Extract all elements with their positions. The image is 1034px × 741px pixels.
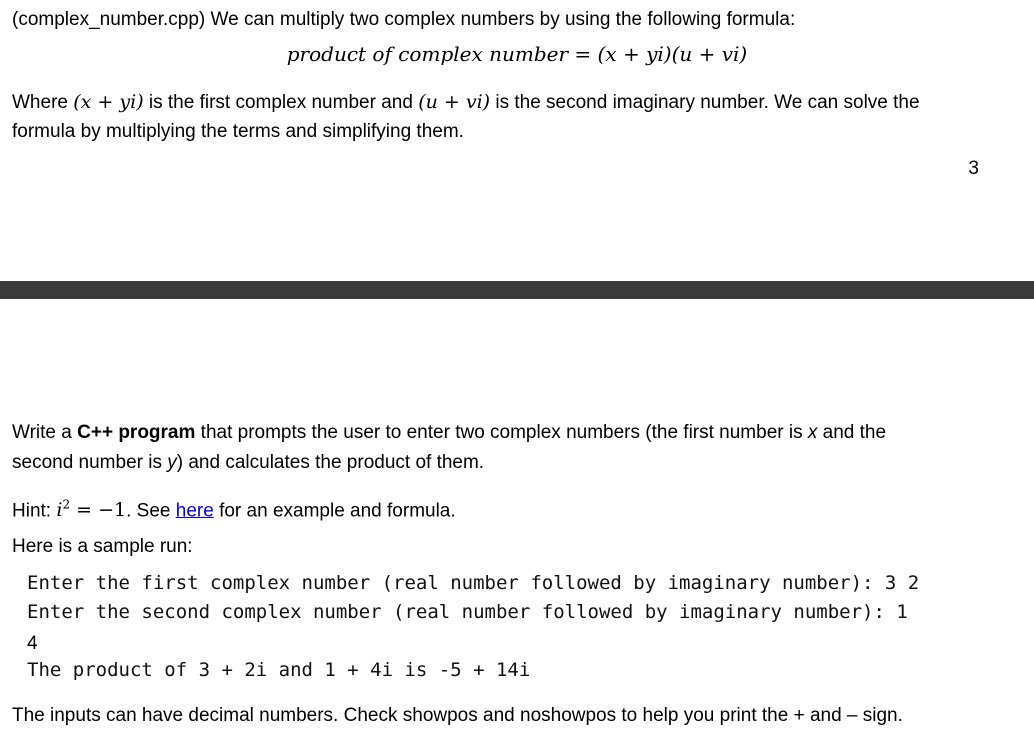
hint: [12, 490, 456, 526]
sample-run-line: Enter the first complex number (real number followed by imaginary number): 3 2: [27, 572, 920, 594]
explanation-text: is the first complex number and: [148, 92, 413, 113]
explanation-text: Where: [12, 92, 68, 113]
hint-math: [56, 499, 126, 521]
footer-note: The inputs can have decimal numbers. Check showpos and noshowpos to help you print the + and – sign.: [12, 705, 903, 726]
product-formula: [0, 42, 1034, 66]
first-complex-math: (x + yi): [73, 91, 144, 113]
formula-explanation-line2: formula by multiplying the terms and simplifying them.: [12, 121, 464, 142]
intro-text: (complex_number.cpp) We can multiply two complex numbers by using the following formula:: [12, 9, 796, 30]
var-x: x: [807, 422, 818, 443]
task-description: [12, 418, 886, 448]
page-number: 3: [968, 158, 979, 179]
task-bold: C++ program: [77, 422, 196, 443]
formula-equals: =: [574, 42, 592, 66]
formula-explanation: [12, 87, 920, 118]
task-text: second number is: [12, 452, 162, 473]
sample-run-line: 4: [27, 633, 38, 654]
formula-lhs: product of complex number: [286, 42, 569, 66]
hint-equals: =: [76, 499, 93, 522]
hint-exponent: 2: [62, 498, 71, 512]
sample-run-label: Here is a sample run:: [12, 536, 193, 557]
task-text: and the: [822, 422, 887, 443]
here-link[interactable]: here: [175, 500, 214, 522]
hint-text: for an example and formula.: [219, 500, 456, 522]
hint-label: Hint:: [12, 500, 52, 522]
task-text: that prompts the user to enter two complex numbers (the first number is: [200, 422, 803, 443]
sample-run-line: The product of 3 + 2i and 1 + 4i is -5 + 14i: [27, 659, 531, 681]
hint-text: . See: [126, 500, 171, 522]
sample-run-line: Enter the second complex number (real number followed by imaginary number): 1: [27, 601, 908, 623]
hint-value: −1: [98, 499, 127, 522]
formula-rhs: (x + yi)(u + vi): [597, 42, 748, 66]
task-description-line2: [12, 448, 484, 478]
var-y: y: [167, 452, 177, 473]
hint-base: i: [56, 499, 63, 522]
task-text: ) and calculates the product of them.: [176, 452, 485, 473]
second-complex-math: (u + vi): [418, 91, 491, 113]
explanation-text: is the second imaginary number. We can solve the: [495, 92, 920, 113]
task-text: Write a: [12, 422, 72, 443]
page-divider: [0, 281, 1034, 299]
